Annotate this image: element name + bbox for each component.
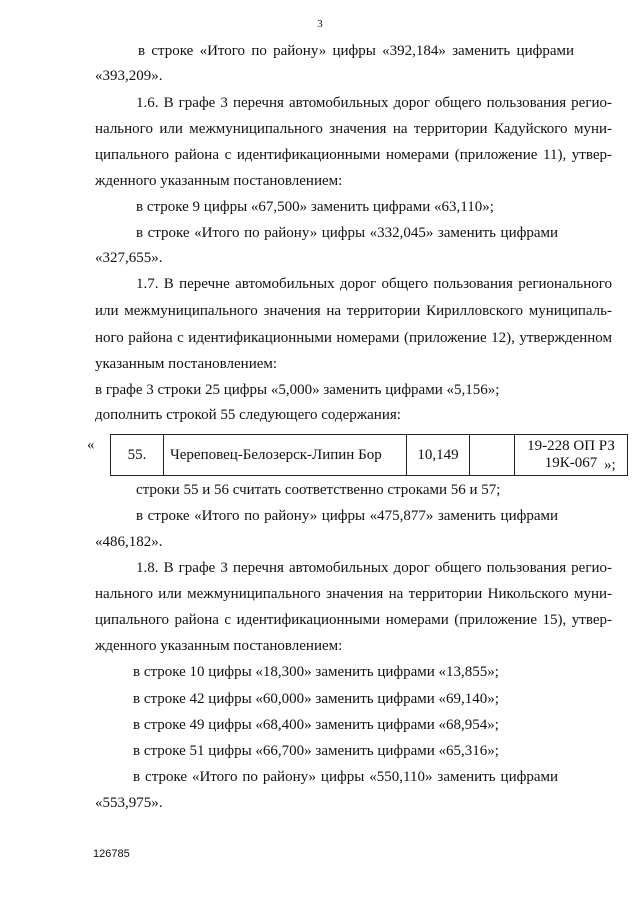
text-line: в строке «Итого по району» цифры «550,110» заменить цифрами: [133, 769, 558, 785]
text-line: 1.6. В графе 3 перечня автомобильных дорог общего пользования регио-: [136, 95, 612, 111]
text-line: 1.8. В графе 3 перечня автомобильных дорог общего пользования регио-: [136, 560, 612, 576]
text-line: в строке 42 цифры «60,000» заменить цифрами «69,140»;: [133, 691, 499, 707]
text-line: ного района с идентификационными номерами (приложение 12), утвержденном: [95, 330, 612, 346]
text-line: в строке 10 цифры «18,300» заменить цифрами «13,855»;: [133, 664, 499, 680]
close-quote: »;: [604, 457, 616, 473]
text-line: в строке 51 цифры «66,700» заменить цифрами «65,316»;: [133, 743, 499, 759]
text-line: дополнить строкой 55 следующего содержания:: [95, 407, 401, 423]
text-line: в строке «Итого по району» цифры «392,184» заменить цифрами: [138, 43, 574, 59]
text-line: жденного указанным постановлением:: [95, 173, 343, 189]
text-line: ципального района с идентификационными номерами (приложение 11), утвер-: [95, 147, 612, 163]
document-code: 126785: [93, 848, 130, 860]
open-quote: «: [87, 437, 95, 453]
text-line: строки 55 и 56 считать соответственно строками 56 и 57;: [136, 482, 501, 498]
text-line: нального или межмуниципального значения на территории Никольского муни-: [95, 586, 612, 602]
text-line: «486,182».: [95, 534, 163, 550]
text-line: в графе 3 строки 25 цифры «5,000» заменить цифрами «5,156»;: [95, 382, 500, 398]
text-line: «327,655».: [95, 250, 163, 266]
identifier-line-2: 19К-067: [544, 455, 598, 471]
text-line: ципального района с идентификационными номерами (приложение 15), утвер-: [95, 612, 612, 628]
row-number-cell: 55.: [111, 435, 164, 476]
text-line: в строке «Итого по району» цифры «332,045» заменить цифрами: [136, 225, 558, 241]
text-line: 1.7. В перечне автомобильных дорог общего пользования регионального: [136, 276, 612, 292]
text-line: в строке «Итого по району» цифры «475,877» заменить цифрами: [136, 508, 558, 524]
text-line: «393,209».: [95, 68, 163, 84]
inserted-row-table: [110, 434, 628, 476]
empty-cell: [470, 435, 515, 476]
length-cell: 10,149: [407, 435, 470, 476]
text-line: «553,975».: [95, 795, 163, 811]
table-row: [111, 435, 628, 476]
text-line: нального или межмуниципального значения на территории Кадуйского муни-: [95, 121, 612, 137]
text-line: в строке 49 цифры «68,400» заменить цифрами «68,954»;: [133, 717, 499, 733]
text-line: в строке 9 цифры «67,500» заменить цифрами «63,110»;: [136, 199, 494, 215]
text-line: указанным постановлением:: [95, 356, 278, 372]
text-line: жденного указанным постановлением:: [95, 638, 343, 654]
road-name-cell: Череповец-Белозерск-Липин Бор: [164, 435, 407, 476]
text-line: или межмуниципального значения на территории Кирилловского муниципаль-: [95, 303, 612, 319]
page-number: 3: [317, 18, 323, 30]
identifier-line-1: 19-228 ОП РЗ: [527, 438, 615, 454]
